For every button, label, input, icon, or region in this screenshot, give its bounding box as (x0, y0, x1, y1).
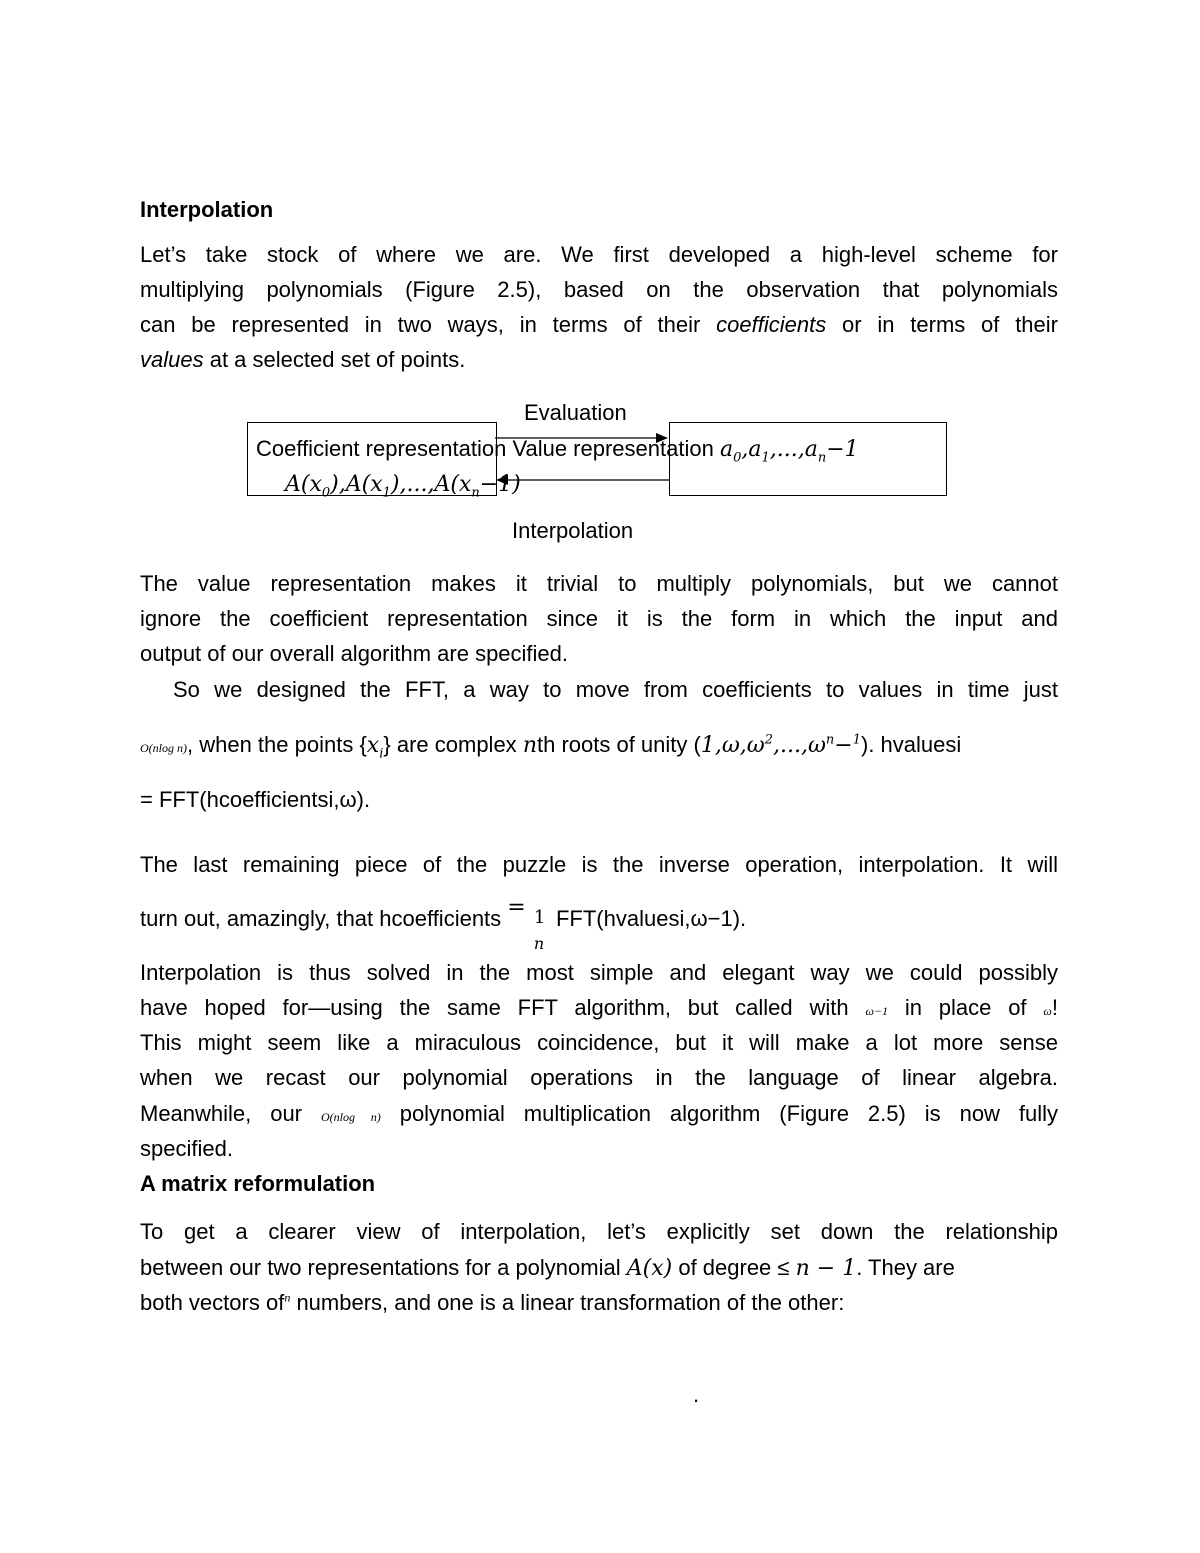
p3-line2-b: } are complex (383, 732, 517, 757)
p6-line2-b: of degree ≤ (678, 1255, 790, 1280)
p5-line1: Interpolation is thus solved in the most simple and elegant way we could possibly (140, 960, 1058, 985)
p1-line3-pre: can be represented in two ways, in terms of their (140, 312, 701, 337)
coefficient-list: $a_0,a_1,...,a_n-1$ (719, 437, 859, 466)
p3-roots: $1,\omega,\omega^2,...,\omega^n-^1$ (700, 732, 861, 758)
p1-line4-post: at a selected set of points. (209, 347, 466, 372)
p1-line4-em: values (140, 347, 204, 372)
p1-line3-post: or in terms of their (842, 312, 1058, 337)
p4-line2 (140, 895, 747, 953)
fraction-denominator: n (533, 934, 545, 953)
p4-equals: = (507, 895, 526, 920)
p1-line2: multiplying polynomials (Figure 2.5), based on the observation that polynomials (140, 277, 1058, 302)
p1-line3-em: coefficients (716, 312, 827, 337)
p5-line2-b: in place of (904, 995, 1027, 1020)
p3-line1: So we designed the FFT, a way to move from coefficients to values in time just (173, 677, 1058, 702)
p5-line5 (140, 1096, 1058, 1135)
p3-xi: $x_i$ (366, 733, 384, 762)
p6-line2-a: between our two representations for a polynomial (140, 1255, 621, 1280)
value-representation-label: Value representation (512, 436, 714, 461)
p5-line5-a: Meanwhile, our (140, 1101, 303, 1126)
p2-line2: ignore the coefficient representation since it is the form in which the input and (140, 606, 1058, 631)
coefficient-representation-label: Coefficient representation (256, 436, 507, 461)
p3-line3: = FFT(hcoefficientsi,ω). (140, 787, 371, 812)
p2-line3: output of our overall algorithm are specified. (140, 641, 569, 666)
p4-line2-a: turn out, amazingly, that hcoefficients (140, 906, 502, 931)
p5-omega-inv: ω−1 (865, 1004, 889, 1018)
p5-line2-a: have hoped for—using the same FFT algorithm, but called with (140, 995, 849, 1020)
p5-line2-c: ! (1051, 995, 1058, 1020)
p6-line3-b: numbers, and one is a linear transformation of the other: (296, 1290, 845, 1315)
value-list: $A(x_0),A(x_1),...,A(x_n-1)$ (285, 472, 521, 501)
p3-line2-d: ). hvaluesi (861, 732, 962, 757)
p4-line2-b: FFT(hvaluesi,ω−1). (555, 906, 747, 931)
heading-matrix-reformulation: A matrix reformulation (140, 1171, 376, 1196)
p5-line5-b: polynomial multiplication algorithm (Figure 2.5) is now fully (399, 1101, 1058, 1126)
p5-complexity: O(nlog n) (320, 1110, 381, 1124)
p6-n: n (284, 1290, 291, 1305)
p3-complexity: O(nlog n) (140, 741, 187, 755)
p5-line2 (140, 990, 1058, 1029)
figure-interpolation-label: Interpolation (512, 518, 634, 543)
p2-line1: The value representation makes it trivial to multiply polynomials, but we cannot (140, 571, 1058, 596)
figure-line1 (256, 431, 859, 467)
p3-line2 (140, 727, 961, 766)
p6-line1: To get a clearer view of interpolation, let’s explicitly set down the relationship (140, 1219, 1058, 1244)
p5-line6: specified. (140, 1136, 233, 1161)
p3-line2-c: th roots of unity ( (536, 732, 701, 757)
p1-line1: Let’s take stock of where we are. We first developed a high-level scheme for (140, 242, 1058, 267)
fraction-numerator: 1 (533, 907, 546, 928)
p6-ax: A(x) (626, 1256, 673, 1281)
p3-n: n (522, 733, 537, 758)
p6-line3-a: both vectors of (140, 1290, 285, 1315)
p5-line4: when we recast our polynomial operations in the language of linear algebra. (140, 1065, 1058, 1090)
heading-interpolation: Interpolation (140, 197, 274, 222)
p3-line2-a: , when the points { (187, 732, 367, 757)
figure-evaluation-label: Evaluation (524, 400, 627, 425)
p6-line2-c: . They are (856, 1255, 955, 1280)
p4-line1: The last remaining piece of the puzzle is the inverse operation, interpolation. It will (140, 852, 1058, 877)
p5-line3: This might seem like a miraculous coincidence, but it will make a lot more sense (140, 1030, 1058, 1055)
p6-degree: n − 1 (795, 1256, 857, 1281)
footer-dot: . (693, 1382, 700, 1407)
p6-line3 (140, 1285, 844, 1320)
p6-line2 (140, 1250, 955, 1286)
p5-omega: ω (1043, 1004, 1052, 1018)
